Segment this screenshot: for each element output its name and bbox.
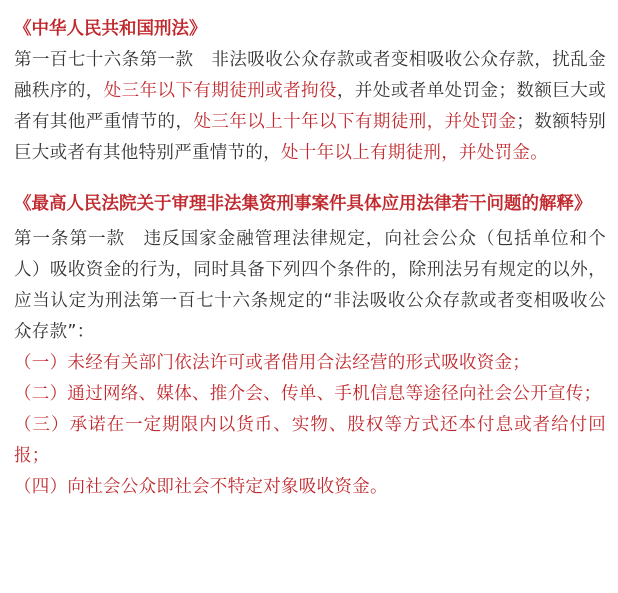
penalty-highlight-2: 处三年以上十年以下有期徒刑，并处罚金	[193, 112, 517, 132]
judicial-interpretation-title: 《最高人民法院关于审理非法集资刑事案件具体应用法律若干问题的解释》	[14, 194, 592, 214]
article-176-text-e: ；数额特别巨大或者有其他特别严重情节的，	[14, 112, 606, 163]
penalty-highlight-3: 处十年以上有期徒刑，并处罚金。	[281, 143, 548, 163]
article-176-text-c: ，并处或者单处罚金；数额巨大或者有其他严重情节的，	[14, 81, 606, 132]
article-176-paragraph	[14, 45, 606, 169]
penalty-highlight-1: 处三年以下有期徒刑或者拘役	[103, 81, 337, 101]
condition-item-1: （一）未经有关部门依法许可或者借用合法经营的形式吸收资金；	[14, 353, 531, 373]
condition-item-2: （二）通过网络、媒体、推介会、传单、手机信息等途径向社会公开宣传；	[14, 384, 602, 404]
condition-item-4: （四）向社会公众即社会不特定对象吸收资金。	[14, 477, 388, 497]
criminal-law-title: 《中华人民共和国刑法》	[14, 19, 207, 39]
condition-item-3: （三）承诺在一定期限内以货币、实物、股权等方式还本付息或者给付回报；	[14, 415, 606, 466]
section-divider-space	[14, 169, 606, 189]
article-1-intro: 第一条第一款 违反国家金融管理法律规定，向社会公众（包括单位和个人）吸收资金的行为，同时具备下列四个条件的，除刑法另有规定的以外，应当认定为刑法第一百七十六条规定的“非法吸收公众存款或者变相吸收公众存款”：	[14, 229, 606, 342]
article-176-text-a: 第一百七十六条第一款 非法吸收公众存款或者变相吸收公众存款，扰乱金融秩序的，	[14, 50, 606, 101]
